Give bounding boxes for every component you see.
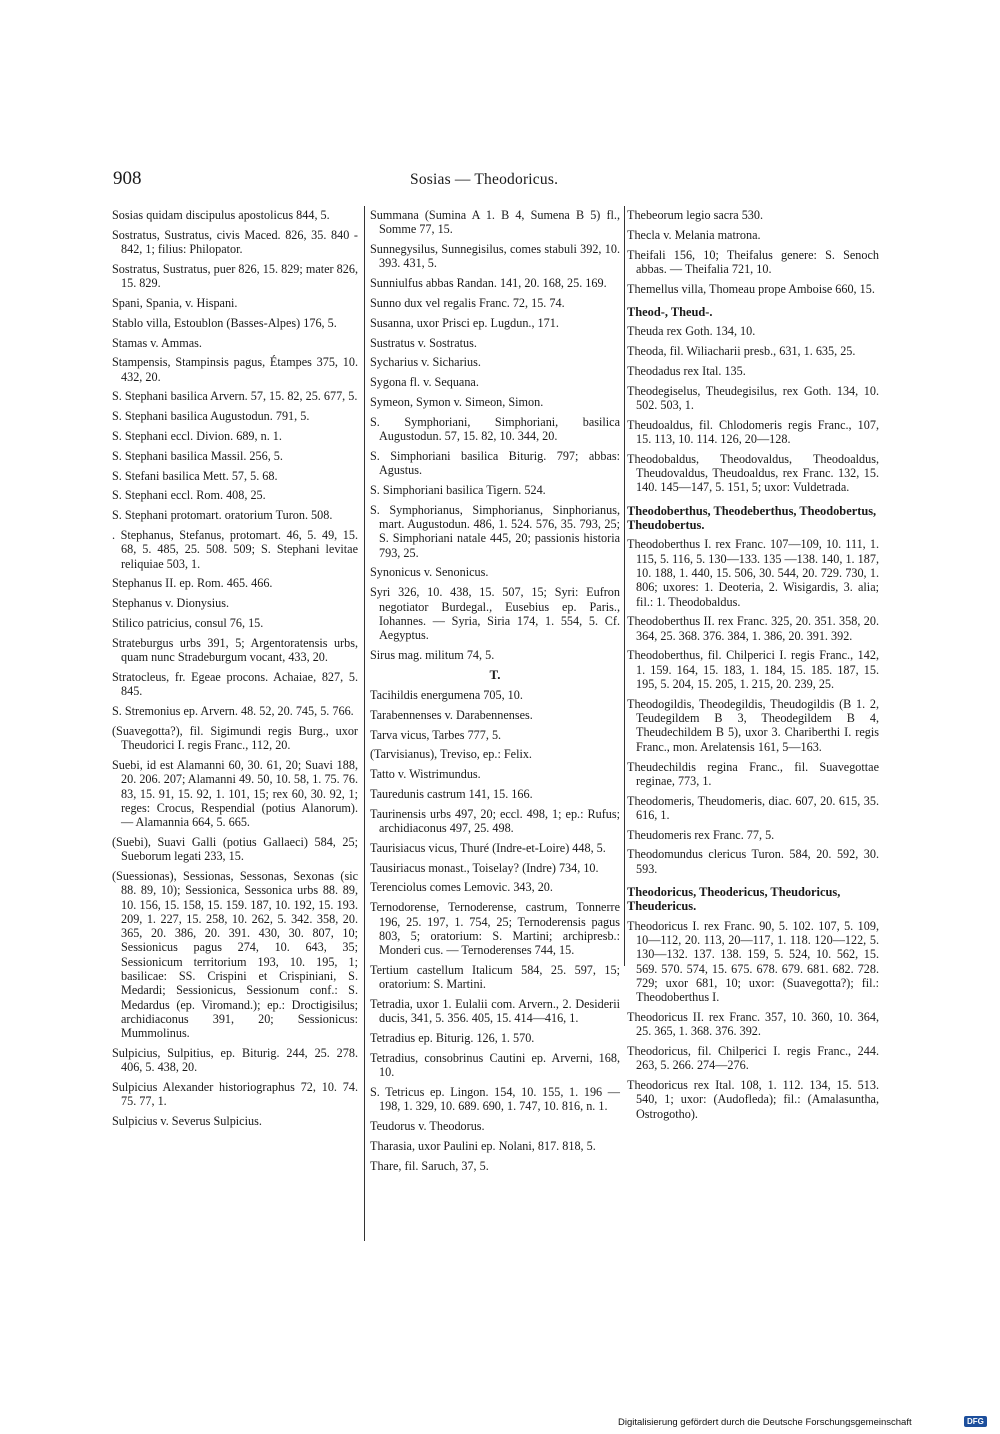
index-entry: Theoda, fil. Wiliacharii presb., 631, 1. 635, 25. [627,344,856,359]
index-entry: Thare, fil. Saruch, 37, 5. [370,1158,489,1173]
index-entry: Tatto v. Wistrimundus. [370,767,481,782]
dfg-logo: DFG [964,1416,987,1427]
index-entry: Suebi, id est Alamanni 60, 30. 61, 20; Suavi 188, 20. 206. 207; Alamanni 49. 50, 10. 58, 1. 75. 76. 83, 15. 91, 15. 92, 1. 101, 15; rex 60, 30. 92, 1; reges: Crocus, Respendial (potius Alanorum). — Alamannia 664, 5. 665. [112,757,358,830]
index-entry: Themellus villa, Thomeau prope Amboise 660, 15. [627,281,875,296]
index-entry: Theodoricus I. rex Franc. 90, 5. 102. 107, 5. 109, 10—112, 20. 113, 20—117, 1. 118. 120—122, 5. 130—132. 137. 138. 159, 5. 524, 10. 562, 15. 569. 570. 574, 15. 675. 678. 679. 681. 682. 728. 729; uxor 681, 10; uxor: (Suavegotta?); fil.: Theodoberthus I. [627,918,879,1005]
index-entry: Tauredunis castrum 141, 15. 166. [370,787,533,801]
index-entry: Stamas v. Ammas. [112,335,202,350]
index-entry: S. Stephani eccl. Rom. 408, 25. [112,488,266,503]
index-entry: Tetradia, uxor 1. Eulalii com. Arvern., 2. Desiderii ducis, 341, 5. 356. 405, 15. 414—416, 1. [370,997,620,1026]
index-entry: Terenciolus comes Lemovic. 343, 20. [370,880,553,895]
index-entry: Sycharius v. Sicharius. [370,355,481,370]
index-entry: Theudomeris rex Franc. 77, 5. [627,827,775,842]
index-entry: Sunno dux vel regalis Franc. 72, 15. 74. [370,295,565,310]
index-entry: Taurinensis urbs 497, 20; eccl. 498, 1; ep.: Rufus; archidiaconus 497, 25. 498. [370,806,620,836]
index-entry: (Suessionas), Sessionas, Sessonas, Sexonas (sic 88. 89, 10); Sessionica, Sessonica urbs 88. 89, 10. 156, 15. 158, 15. 159. 187, 10. 192, 15. 193. 209, 1. 227, 15. 258, 10. 262, 5. 342. 358, 20. 365, 20. 386, 20. 391. 430, 30. 807, 10; Sessionicus pagus 274, 10. 643, 35; Sessionicum territorium 193, 10. 195, 1; basilicae: SS. Crispini et Crispiniani, S. Medardi; Sessionicus, Sessionum conf.: S. Medardus (ep. Viromand.); ep.: Droctigisilus; archidiaconus 391, 20; Sessionicus: Mummolinus. [112,868,358,1041]
index-entry: Tausiriacus monast., Toiselay? (Indre) 734, 10. [370,860,599,875]
index-column-3 [627,208,879,1127]
index-entry: Theodoricus rex Ital. 108, 1. 112. 134, 15. 513. 540, 1; uxor: (Audofleda); fil.: (Amalasuntha, Ostrogotho). [627,1078,879,1121]
index-entry: . Stephanus, Stefanus, protomart. 46, 5. 49, 15. 68, 5. 485, 25. 508. 509; S. Stephani levitae reliquiae 503, 1. [112,528,358,571]
index-entry: Spani, Spania, v. Hispani. [112,295,238,310]
section-heading: Theod-, Theud-. [627,304,713,319]
index-entry: Theodegiselus, Theudegisilus, rex Goth. 134, 10. 502. 503, 1. [627,383,879,412]
index-entry: Theodogildis, Theodegildis, Theudogildis (B 1. 2, Teudegildem B 3, Theodegildem B 4, Theudechildem B 5), uxor 3. Chariberthi I. regis Franc., mon. Arelatensis 161, 5—163. [627,696,879,754]
index-entry: Theodobaldus, Theodovaldus, Theodoaldus, Theudovaldus, Theudoaldus, rex Franc. 132, 15. 140. 145—147, 5. 151, 5; uxor: Vuldetrada. [627,451,879,495]
index-entry: Stablo villa, Estoublon (Basses-Alpes) 176, 5. [112,315,337,330]
index-entry: Teudorus v. Theodorus. [370,1119,485,1134]
index-entry: Sulpicius, Sulpitius, ep. Biturig. 244, 25. 278. 406, 5. 438, 20. [112,1046,358,1075]
index-entry: (Tarvisianus), Treviso, ep.: Felix. [370,747,532,762]
index-entry: S. Symphorianus, Simphorianus, Sinphorianus, mart. Augustodun. 486, 1. 524. 576, 35. 793, 25; S. Simphoriani natale 445, 20; passionis historia 793, 25. [370,502,620,560]
index-entry: Sulpicius v. Severus Sulpicius. [112,1114,262,1129]
index-entry: S. Symphoriani, Simphoriani, basilica Augustodun. 57, 15. 82, 10. 344, 20. [370,414,620,444]
index-entry: Sygona fl. v. Sequana. [370,375,479,390]
index-entry: Thebeorum legio sacra 530. [627,208,764,222]
column-rule-left [364,206,365,1241]
index-entry: Tarabennenses v. Darabennenses. [370,707,533,722]
running-head: Sosias — Theodoricus. [410,171,559,188]
index-entry: Sunniulfus abbas Randan. 141, 20. 168, 25. 169. [370,276,607,291]
index-entry: Stephanus v. Dionysius. [112,596,230,611]
index-entry: Symeon, Symon v. Simeon, Simon. [370,394,544,409]
index-entry: Theodadus rex Ital. 135. [627,363,746,378]
index-entry: Stratocleus, fr. Egeae procons. Achaiae, 827, 5. 845. [112,669,358,699]
index-entry: S. Stephani eccl. Divion. 689, n. 1. [112,429,282,444]
index-entry: S. Simphoriani basilica Tigern. 524. [370,482,546,497]
index-entry: Sosias quidam discipulus apostolicus 844, 5. [112,208,330,222]
index-entry: S. Stephani basilica Arvern. 57, 15. 82, 25. 677, 5. [112,389,358,404]
index-entry: S. Tetricus ep. Lingon. 154, 10. 155, 1. 196 — 198, 1. 329, 10. 689. 690, 1. 747, 10. 816, n. 1. [370,1085,620,1114]
index-entry: (Suebi), Suavi Galli (potius Gallaeci) 584, 25; Sueborum legati 233, 15. [112,834,358,864]
index-entry: Theodoberthus I. rex Franc. 107—109, 10. 111, 1. 115, 5. 116, 5. 130—133. 135 —138. 140, 1. 187, 10. 188, 1. 440, 15. 506, 30. 544, 20. 729. 730, 1. 806; uxores: 1. Deoteria, 2. Wisigardis, 3. alia; fil.: 1. Theodobaldus. [627,537,879,609]
index-entry: Sustratus v. Sostratus. [370,335,477,350]
index-entry: Syri 326, 10. 438, 15. 507, 15; Syri: Eufron negotiator Burdegal., Eusebius ep. Paris., Iohannes. — Syria, Siria 174, 1. 554, 5. Cf. Aegyptus. [370,585,620,643]
index-entry: Theodoberthus II. rex Franc. 325, 20. 351. 358, 20. 364, 25. 368. 376. 384, 1. 386, 20. 391. 392. [627,614,879,643]
index-entry: S. Stefani basilica Mett. 57, 5. 68. [112,468,278,483]
index-entry: Theodoberthus, fil. Chilperici I. regis Franc., 142, 1. 159. 164, 15. 183, 1. 184, 15. 185. 187, 15. 195, 5. 204, 15. 205, 1. 215, 20. 239, 25. [627,648,879,692]
index-entry: Thecla v. Melania matrona. [627,227,761,242]
index-entry: Tetradius ep. Biturig. 126, 1. 570. [370,1031,535,1046]
index-entry: Theodoricus II. rex Franc. 357, 10. 360, 10. 364, 25. 365, 1. 368. 376. 392. [627,1009,879,1039]
column-rule-right [624,206,625,966]
index-entry: Tharasia, uxor Paulini ep. Nolani, 817. 818, 5. [370,1138,596,1153]
index-entry: Sunnegysilus, Sunnegisilus, comes stabuli 392, 10. 393. 431, 5. [370,242,620,271]
index-entry: Susanna, uxor Prisci ep. Lugdun., 171. [370,315,559,330]
index-column-2 [370,208,620,1179]
index-entry: Theifali 156, 10; Theifalus genere: S. Senoch abbas. — Theifalia 721, 10. [627,247,879,276]
letter-heading: T. [489,666,501,682]
index-entry: (Suavegotta?), fil. Sigimundi regis Burg., uxor Theudorici I. regis Franc., 112, 20. [112,723,358,753]
index-column-1 [112,208,358,1134]
index-entry: Sostratus, Sustratus, civis Maced. 826, 35. 840 - 842, 1; filius: Philopator. [112,227,358,257]
index-entry: S. Simphoriani basilica Biturig. 797; abbas: Agustus. [370,448,620,478]
index-entry: Tetradius, consobrinus Cautini ep. Arverni, 168, 10. [370,1050,620,1080]
index-entry: Stilico patricius, consul 76, 15. [112,616,264,631]
index-entry: Theodoricus, fil. Chilperici I. regis Franc., 244. 263, 5. 266. 274—276. [627,1044,879,1073]
index-entry: S. Stephani basilica Augustodun. 791, 5. [112,409,310,424]
section-heading: Theodoricus, Theodericus, Theudoricus, Theudericus. [627,885,841,914]
index-entry: S. Stremonius ep. Arvern. 48. 52, 20. 745, 5. 766. [112,704,354,719]
index-entry: S. Stephani protomart. oratorium Turon. 508. [112,508,333,523]
footer-credit: Digitalisierung gefördert durch die Deutsche Forschungsgemeinschaft [618,1417,912,1428]
index-entry: Sostratus, Sustratus, puer 826, 15. 829; mater 826, 15. 829. [112,261,358,291]
index-entry: Strateburgus urbs 391, 5; Argentoratensis urbs, quam nunc Stradeburgum vocant, 433, 20. [112,635,358,665]
index-entry: Summana (Sumina A 1. B 4, Sumena B 5) fl., Somme 77, 15. [370,208,620,237]
index-entry: Taurisiacus vicus, Thuré (Indre-et-Loire) 448, 5. [370,840,606,855]
index-entry: Stampensis, Stampinsis pagus, Étampes 375, 10. 432, 20. [112,355,358,384]
index-entry: Tacihildis energumena 705, 10. [370,688,523,703]
index-entry: Theudechildis regina Franc., fil. Suavegottae reginae, 773, 1. [627,759,879,788]
index-entry: Theuda rex Goth. 134, 10. [627,324,756,339]
page-number: 908 [113,168,142,189]
index-entry: Sulpicius Alexander historiographus 72, 10. 74. 75. 77, 1. [112,1080,358,1109]
index-entry: Stephanus II. ep. Rom. 465. 466. [112,576,273,591]
index-entry: Ternodorense, Ternoderense, castrum, Tonnerre 196, 25. 197, 1. 754, 25; Ternoderensis pagus 803, 5; oratorium: S. Martini; archipresb.: Monderi cus. — Ternoderenses 744, 15. [370,900,620,958]
index-entry: Tarva vicus, Tarbes 777, 5. [370,727,502,742]
section-heading: Theodoberthus, Theodeberthus, Theodobertus, Theudobertus. [627,503,877,533]
index-entry: Theodomeris, Theudomeris, diac. 607, 20. 615, 35. 616, 1. [627,793,879,822]
index-entry: Tertium castellum Italicum 584, 25. 597, 15; oratorium: S. Martini. [370,962,620,992]
index-entry: Sirus mag. militum 74, 5. [370,647,495,662]
index-entry: Synonicus v. Senonicus. [370,565,489,580]
index-entry: Theudoaldus, fil. Chlodomeris regis Franc., 107, 15. 113, 10. 114. 126, 20—128. [627,417,879,447]
index-entry: Theodomundus clericus Turon. 584, 20. 592, 30. 593. [627,847,879,876]
index-entry: S. Stephani basilica Massil. 256, 5. [112,448,283,463]
